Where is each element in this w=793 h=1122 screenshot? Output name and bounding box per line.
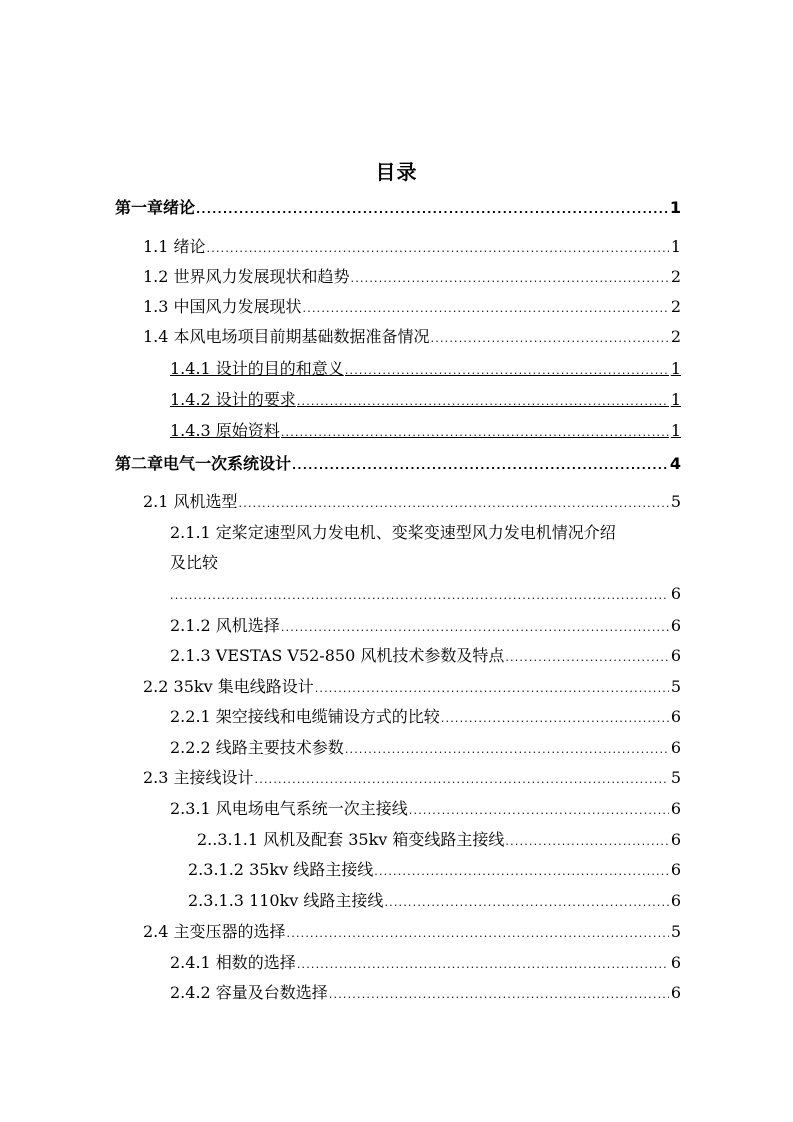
toc-entry-chapter-2[interactable]	[115, 452, 681, 476]
toc-leader-dots	[281, 421, 669, 445]
toc-entry-page: 6	[670, 891, 681, 910]
toc-entry-page: 6	[670, 646, 681, 665]
toc-entry-page: 6	[670, 860, 681, 879]
toc-entry-label: 2.4.1 相数的选择	[170, 953, 296, 972]
toc-entry-label: 2.3.1.2 35kv 线路主接线	[188, 860, 374, 879]
toc-entry-page: 5	[670, 492, 681, 511]
toc-entry-page: 6	[670, 584, 681, 603]
toc-entry-page: 1	[670, 237, 681, 256]
toc-entry-page: 6	[670, 830, 681, 849]
toc-entry-label: 1.2 世界风力发展现状和趋势	[143, 267, 350, 286]
toc-leader-dots	[384, 891, 668, 915]
toc-entry-label: 2.1.3 VESTAS V52-850 风机技术参数及特点	[170, 646, 505, 665]
toc-leader-dots	[329, 983, 669, 1007]
toc-entry-label: 2.2 35kv 集电线路设计	[143, 677, 314, 696]
toc-entry-2-3-1[interactable]	[170, 797, 681, 821]
toc-entry-2-1-3[interactable]	[170, 644, 681, 668]
toc-entry-2-4-2[interactable]	[170, 981, 681, 1005]
toc-leader-dots	[374, 860, 669, 884]
toc-leader-dots	[315, 677, 669, 701]
toc-entry-page: 2	[670, 297, 681, 316]
toc-entry-label: 1.3 中国风力发展现状	[143, 297, 302, 316]
toc-entry-page: 1	[669, 198, 681, 217]
toc-entry-label: 1.1 绪论	[143, 237, 206, 256]
toc-leader-dots	[255, 768, 669, 792]
toc-entry-page: 5	[670, 677, 681, 696]
toc-entry-1-1[interactable]	[143, 235, 681, 259]
toc-entry-page: 6	[670, 738, 681, 757]
toc-entry-label: 1.4 本风电场项目前期基础数据准备情况	[143, 327, 430, 346]
toc-entry-label: 2.4 主变压器的选择	[143, 922, 286, 941]
toc-entry-label: 1.4.1 设计的目的和意义	[170, 359, 344, 378]
toc-entry-2-4-1[interactable]	[170, 951, 681, 975]
toc-entry-page: 1	[670, 390, 681, 409]
toc-entry-label: 第二章电气一次系统设计	[115, 454, 292, 473]
toc-leader-dots	[345, 738, 669, 762]
toc-entry-2-2[interactable]	[143, 675, 681, 699]
toc-entry-2-3-1-2[interactable]	[188, 858, 681, 882]
toc-entry-2-3-1-1[interactable]	[197, 828, 681, 852]
toc-entry-page: 5	[670, 922, 681, 941]
toc-leader-dots	[345, 359, 669, 383]
toc-leader-dots	[196, 198, 668, 222]
toc-entry-2-1-1-line-2[interactable]: 及比较	[170, 553, 219, 572]
toc-entry-2-2-2[interactable]	[170, 736, 681, 760]
toc-entry-1-4-1[interactable]	[170, 357, 681, 381]
toc-entry-label: 1.4.3 原始资料	[170, 421, 280, 440]
toc-leader-dots	[409, 799, 669, 823]
toc-entry-label: 2.1 风机选型	[143, 492, 238, 511]
toc-entry-label: 2.1.2 风机选择	[170, 616, 280, 635]
toc-entry-label: 2.3.1 风电场电气系统一次主接线	[170, 799, 408, 818]
toc-leader-dots	[281, 616, 669, 640]
toc-entry-label: 2.3.1.3 110kv 线路主接线	[188, 891, 384, 910]
toc-entry-2-3-1-3[interactable]	[188, 889, 681, 913]
toc-entry-page: 1	[670, 359, 681, 378]
toc-entry-1-4-3[interactable]	[170, 419, 681, 443]
toc-entry-page: 1	[670, 421, 681, 440]
toc-title: 目录	[375, 160, 418, 184]
toc-leader-dots	[351, 267, 669, 291]
toc-leader-dots	[207, 237, 669, 261]
toc-entry-2-2-1[interactable]	[170, 705, 681, 729]
toc-entry-page: 4	[669, 454, 681, 473]
toc-entry-label: 2.2.2 线路主要技术参数	[170, 738, 344, 757]
toc-entry-2-1-1-leader-line[interactable]	[170, 582, 681, 606]
toc-leader-dots	[505, 830, 668, 854]
toc-entry-page: 6	[670, 616, 681, 635]
toc-entry-1-2[interactable]	[143, 265, 681, 289]
toc-entry-2-4[interactable]	[143, 920, 681, 944]
toc-entry-page: 6	[670, 707, 681, 726]
toc-entry-2-1[interactable]	[143, 490, 681, 514]
toc-leader-dots	[431, 327, 669, 351]
toc-entry-label: 2.3 主接线设计	[143, 768, 254, 787]
toc-entry-1-4-2[interactable]	[170, 388, 681, 412]
toc-entry-page: 2	[670, 327, 681, 346]
toc-entry-label: 第一章绪论	[115, 198, 196, 217]
toc-entry-page: 6	[670, 799, 681, 818]
toc-entry-1-4[interactable]	[143, 325, 681, 349]
toc-entry-2-3[interactable]	[143, 766, 681, 790]
toc-entry-2-1-1-line-1[interactable]: 2.1.1 定桨定速型风力发电机、变桨变速型风力发电机情况介绍	[170, 523, 616, 542]
toc-leader-dots	[292, 454, 668, 478]
toc-leader-dots	[170, 584, 669, 608]
toc-entry-label: 1.4.2 设计的要求	[170, 390, 296, 409]
toc-leader-dots	[297, 390, 669, 414]
toc-leader-dots	[239, 492, 669, 516]
toc-entry-page: 6	[670, 983, 681, 1002]
toc-entry-label: 2..3.1.1 风机及配套 35kv 箱变线路主接线	[197, 830, 505, 849]
toc-entry-1-3[interactable]	[143, 295, 681, 319]
toc-entry-2-1-2[interactable]	[170, 614, 681, 638]
toc-leader-dots	[297, 953, 669, 977]
toc-entry-page: 5	[670, 768, 681, 787]
toc-leader-dots	[287, 922, 669, 946]
toc-entry-page: 2	[670, 267, 681, 286]
toc-leader-dots	[441, 707, 669, 731]
toc-entry-label: 2.2.1 架空接线和电缆铺设方式的比较	[170, 707, 440, 726]
toc-leader-dots	[303, 297, 669, 321]
toc-entry-label: 2.4.2 容量及台数选择	[170, 983, 328, 1002]
toc-leader-dots	[505, 646, 668, 670]
toc-entry-page: 6	[670, 953, 681, 972]
toc-entry-chapter-1[interactable]	[115, 196, 681, 220]
